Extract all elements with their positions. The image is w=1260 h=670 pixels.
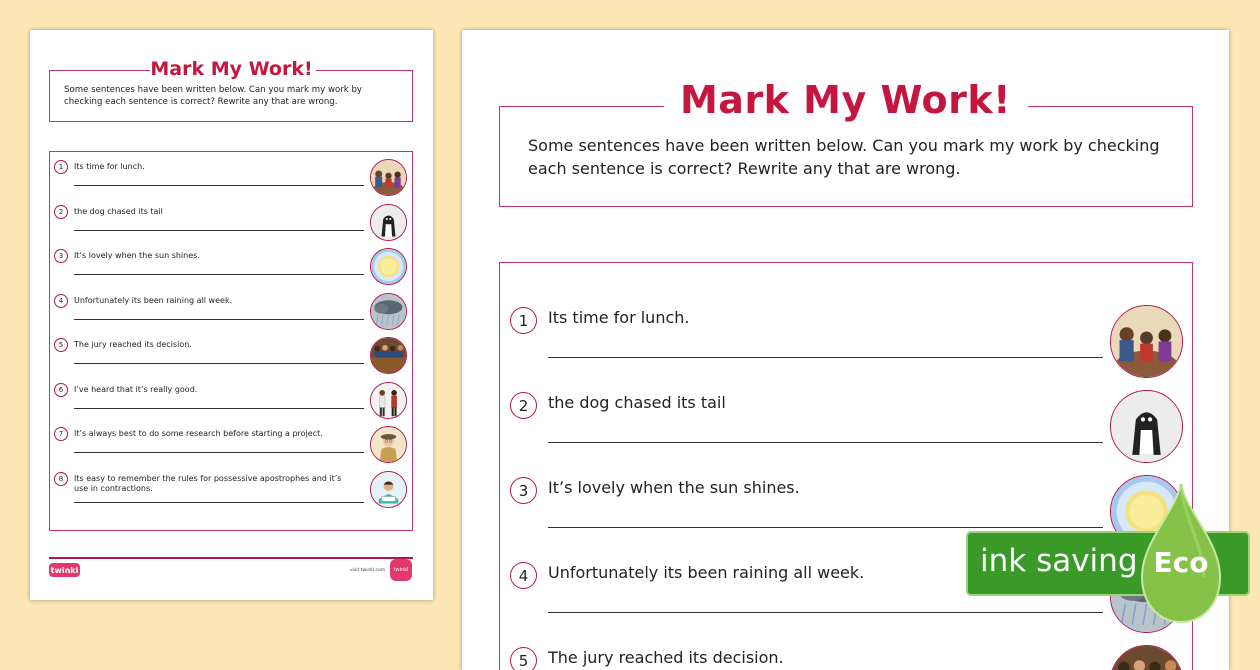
- people-talking-image: [370, 382, 407, 419]
- question-number-2: 2: [510, 392, 537, 419]
- family-lunch-image: [370, 159, 407, 196]
- researcher-image: [370, 426, 407, 463]
- question-text-5: The jury reached its decision.: [74, 340, 192, 349]
- instructions-text: Some sentences have been written below. Can you mark my work by checking each sentence is correct? Rewrite any that are wrong.: [64, 85, 363, 107]
- answer-line-6[interactable]: [74, 408, 364, 409]
- question-number-3: 3: [54, 249, 68, 263]
- answer-line-2[interactable]: [74, 230, 364, 231]
- eco-label: Eco: [1153, 546, 1209, 579]
- questions-box: [499, 262, 1193, 670]
- footer-visit-text: visit twinkl.com: [350, 568, 386, 573]
- answer-line-5[interactable]: [74, 363, 364, 364]
- answer-line-3[interactable]: [548, 527, 1103, 528]
- dog-image: [1110, 390, 1183, 463]
- question-text-8: Its easy to remember the rules for possessive apostrophes and it’s use in contractions.: [74, 473, 342, 493]
- question-number-5: 5: [510, 647, 537, 670]
- answer-line-4[interactable]: [74, 319, 364, 320]
- jury-image: [1110, 645, 1183, 670]
- question-number-3: 3: [510, 477, 537, 504]
- worksheet-thumbnail[interactable]: [30, 30, 433, 600]
- answer-line-7[interactable]: [74, 452, 364, 453]
- question-number-2: 2: [54, 205, 68, 219]
- twinkl-badge: twinkl: [390, 559, 412, 581]
- sun-image: [370, 248, 407, 285]
- dog-image: [370, 204, 407, 241]
- question-text-7: It’s always best to do some research before starting a project.: [74, 429, 323, 438]
- child-reading-image: [370, 471, 407, 508]
- question-text-2: the dog chased its tail: [74, 206, 163, 216]
- question-text-1: Its time for lunch.: [74, 162, 145, 171]
- family-lunch-image: [1110, 305, 1183, 378]
- twinkl-logo: twinkl: [49, 563, 80, 577]
- question-number-5: 5: [54, 338, 68, 352]
- answer-line-8[interactable]: [74, 502, 364, 503]
- page-title: Mark My Work!: [679, 78, 1012, 122]
- rain-cloud-image: [370, 293, 407, 330]
- question-text-3: It’s lovely when the sun shines.: [548, 478, 800, 497]
- question-number-1: 1: [510, 307, 537, 334]
- question-number-8: 8: [54, 472, 68, 486]
- eco-drop-icon: [1140, 482, 1222, 632]
- page-title: Mark My Work!: [150, 58, 313, 80]
- question-number-1: 1: [54, 160, 68, 174]
- answer-line-2[interactable]: [548, 442, 1103, 443]
- answer-line-1[interactable]: [74, 185, 364, 186]
- question-text-4: Unfortunately its been raining all week.: [548, 563, 865, 582]
- question-text-6: I’ve heard that it’s really good.: [74, 384, 198, 394]
- question-text-4: Unfortunately its been raining all week.: [74, 295, 233, 305]
- footer-divider: [49, 557, 413, 559]
- answer-line-3[interactable]: [74, 274, 364, 275]
- jury-image: [370, 337, 407, 374]
- question-text-5: The jury reached its decision.: [548, 648, 784, 667]
- question-number-4: 4: [510, 562, 537, 589]
- question-number-7: 7: [54, 427, 68, 441]
- answer-line-4[interactable]: [548, 612, 1103, 613]
- instructions-text: Some sentences have been written below. Can you mark my work by checking each sentence is correct? Rewrite any that are wrong.: [528, 136, 1160, 178]
- question-text-3: It’s lovely when the sun shines.: [74, 251, 200, 260]
- question-number-4: 4: [54, 294, 68, 308]
- question-text-2: the dog chased its tail: [548, 393, 726, 412]
- question-number-6: 6: [54, 383, 68, 397]
- answer-line-1[interactable]: [548, 357, 1103, 358]
- question-text-1: Its time for lunch.: [548, 308, 690, 327]
- ink-saving-label: ink saving: [980, 543, 1138, 579]
- questions-box: [49, 151, 413, 531]
